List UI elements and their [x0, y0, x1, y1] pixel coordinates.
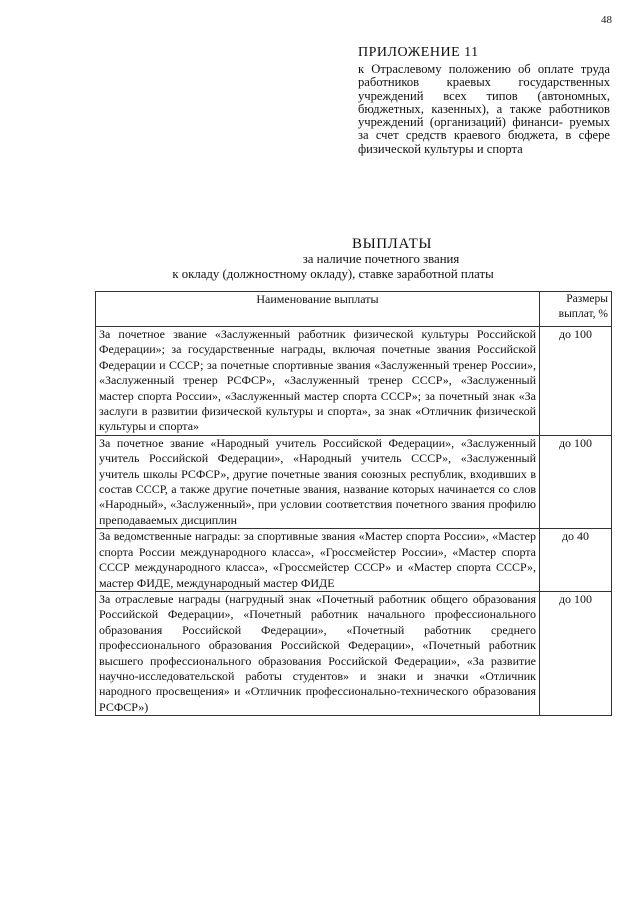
table-header-row	[96, 292, 612, 327]
payment-size-cell: до 100	[540, 591, 612, 715]
payment-size-cell: до 100	[540, 435, 612, 528]
heading-subtitle-2: к окладу (должностному окладу), ставке заработной платы	[172, 267, 494, 281]
table-row	[96, 529, 612, 592]
page-number: 48	[601, 14, 612, 26]
document-heading	[100, 236, 640, 282]
payment-name-cell: За почетное звание «Народный учитель Российской Федерации», «Заслуженный учитель Российской Федерации», «Народный учитель СССР», «Заслуженный учитель школы РСФСР», другие почетные звания союзных республик, входивших в состав СССР, а также другие почетные звания, название которых начинается со слов «Народный», «Заслуженный», при условии соответствия почетного звания профилю преподаваемых дисциплин	[96, 435, 540, 528]
table-row	[96, 591, 612, 715]
column-header-name: Наименование выплаты	[96, 292, 540, 327]
heading-title: ВЫПЛАТЫ	[351, 236, 433, 252]
appendix-block	[358, 45, 610, 156]
payment-name-cell: За отраслевые награды (нагрудный знак «Почетный работник общего образования Российской Федерации», «Почетный работник начального профессионального образования Российской Федерации», «Почетный работник среднего профессионального образования Российской Федерации», «Почетный работник высшего профессионального образования Российской Федерации», «За развитие научно-исследовательской работы студентов» и знаки и значки «Отличник народного просвещения» и «Отличник профессионально-технического образования РСФСР»)	[96, 591, 540, 715]
payment-name-cell: За почетное звание «Заслуженный работник физической культуры Российской Федерации»; за государственные награды, включая почетные звания Российской Федерации и СССР; за почетные спортивные звания «Заслуженный тренер России», «Заслуженный тренер РСФСР», «Заслуженный тренер СССР», «Заслуженный мастер спорта России», «Заслуженный мастер спорта СССР»; за почетный знак «За заслуги в развитии физической культуры и спорта», за знак «Отличник физической культуры и спорта»	[96, 327, 540, 436]
appendix-subtitle: к Отраслевому положению об оплате труда работников краевых государственных учреждений всех типов (автономных, бюджетных, казенных), а также работников учреждений (организаций) финанси- руемых за счет средств краевого бюджета, в сфере физической культуры и спорта	[358, 62, 610, 156]
appendix-title: ПРИЛОЖЕНИЕ 11	[358, 45, 479, 60]
payment-name-cell: За ведомственные награды: за спортивные звания «Мастер спорта России», «Мастер спорта России международного класса», «Гроссмейстер России», «Мастер спорта СССР международного класса», «Гроссмейстер СССР» и «Мастер спорта СССР», мастер ФИДЕ, международный мастер ФИДЕ	[96, 529, 540, 592]
payment-size-cell: до 40	[540, 529, 612, 592]
table-row	[96, 435, 612, 528]
heading-subtitle-1: за наличие почетного звания	[302, 252, 460, 266]
payments-table	[95, 291, 612, 716]
table-row	[96, 327, 612, 436]
payment-size-cell: до 100	[540, 327, 612, 436]
column-header-size: Размеры выплат, %	[540, 292, 612, 327]
